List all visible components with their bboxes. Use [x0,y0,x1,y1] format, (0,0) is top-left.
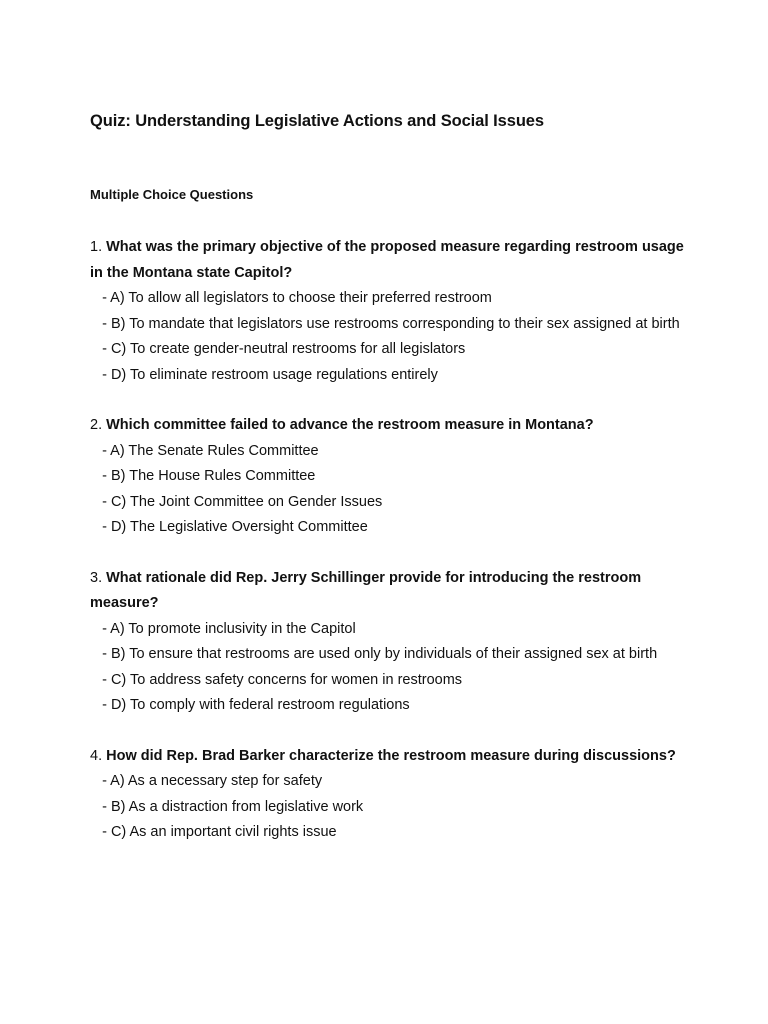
question-text: What was the primary objective of the proposed measure regarding restroom usage in the Montana state Capitol? [90,239,684,281]
question-item [90,566,690,719]
question-list [90,235,690,871]
question-prompt [90,566,690,617]
question-prompt [90,413,690,439]
answer-option: - A) To allow all legislators to choose their preferred restroom [90,290,492,306]
question-number: 4. [90,747,103,764]
question-item [90,235,690,388]
question-number: 2. [90,417,103,433]
question-item [90,413,690,541]
question-text: What rationale did Rep. Jerry Schillinger provide for introducing the restroom measure? [90,569,642,611]
answer-option: - A) As a necessary step for safety [90,773,323,789]
section-heading: Multiple Choice Questions [90,187,254,202]
question-number: 3. [90,569,103,586]
question-item [90,744,690,846]
question-prompt [90,744,690,770]
answer-option: - D) To comply with federal restroom regulations [90,697,410,713]
answer-option: - B) As a distraction from legislative work [90,798,364,815]
answer-option: - A) The Senate Rules Committee [90,442,319,459]
question-number: 1. [90,239,103,255]
answer-option: - C) The Joint Committee on Gender Issues [90,493,383,510]
answer-option: - C) To create gender-neutral restrooms for all legislators [90,341,466,357]
answer-option: - B) The House Rules Committee [90,468,316,484]
question-text: Which committee failed to advance the restroom measure in Montana? [106,417,594,433]
answer-option: - A) To promote inclusivity in the Capitol [90,620,356,637]
quiz-title: Quiz: Understanding Legislative Actions and Social Issues [90,112,544,130]
question-text: How did Rep. Brad Barker characterize the restroom measure during discussions? [106,747,676,764]
answer-option: - C) As an important civil rights issue [90,824,337,840]
answer-option: - D) The Legislative Oversight Committee [90,519,368,535]
answer-option: - B) To ensure that restrooms are used only by individuals of their assigned sex at birth [90,646,658,662]
answer-option: - D) To eliminate restroom usage regulations entirely [90,366,438,383]
answer-option: - B) To mandate that legislators use restrooms corresponding to their sex assigned at birth [90,315,680,332]
answer-option: - C) To address safety concerns for women in restrooms [90,671,463,688]
question-prompt [90,235,690,286]
